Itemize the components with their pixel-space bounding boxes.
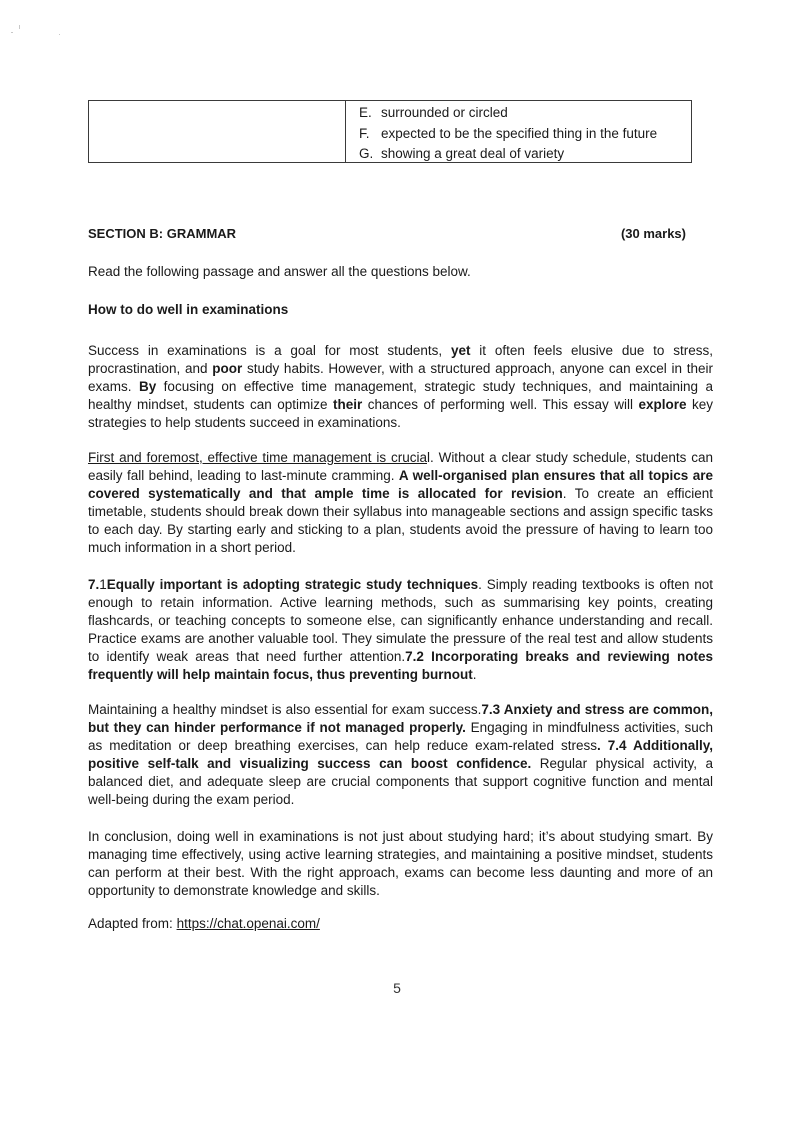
definition-text: expected to be the specified thing in the future: [381, 125, 658, 141]
text-run: chances of performing well. This essay will: [362, 397, 639, 412]
bold-word: their: [333, 397, 363, 412]
scan-mark: [19, 25, 20, 29]
definition-letter: G.: [359, 146, 374, 161]
text-run: l. Without a clear study schedule, students can easily fall behind, leading to last-minute cramming.: [88, 450, 713, 483]
text-run: In conclusion, doing well in examinations is not just about studying hard; it’s about studying smart. By managing time effectively, using active learning strategies, and maintaining a positive mindset, students can perform at their best. With the right approach, exams can become less daunting and more of an opportunity to demonstrate knowledge and skills.: [88, 829, 713, 898]
definition-item: [346, 144, 691, 165]
scan-mark: [11, 32, 13, 33]
text-run: . Simply reading textbooks is often not enough to retain information. Active learning methods, such as summarising key points, creating flashcards, or teaching concepts to someone else, can significantly enhance understanding and recall. Practice exams are another valuable tool. They simulate the pressure of the real test and allow students to identify weak areas that need further attention.: [88, 577, 713, 664]
definition-text: showing a great deal of variety: [381, 146, 565, 161]
question-number: 1: [99, 577, 107, 592]
bold-word: explore: [638, 397, 687, 412]
passage-paragraph-2: [88, 449, 713, 557]
bold-sentence: 7.2 Incorporating breaks and reviewing notes frequently will help maintain focus, thus preventing burnout: [88, 649, 713, 682]
bold-sentence: 7.3 Anxiety and stress are common, but they can hinder performance if not managed properly.: [88, 702, 713, 735]
bold-sentence: . 7.4 Additionally, positive self-talk and visualizing success can boost confidence.: [88, 738, 713, 771]
bold-sentence: Equally important is adopting strategic study techniques: [106, 577, 479, 592]
text-run: Engaging in mindfulness activities, such as meditation or deep breathing exercises, can help reduce exam-related stress: [88, 720, 713, 753]
definitions-table-left-cell: [89, 101, 346, 162]
passage-paragraph-4: [88, 701, 713, 809]
definition-text: surrounded or circled: [381, 105, 508, 120]
text-run: . To create an efficient timetable, students should break down their syllabus into manageable sections and assign specific tasks to each day. By starting early and sticking to a plan, students avoid the pressure of having to learn too much information in a short period.: [88, 486, 713, 555]
text-run: key strategies to help students succeed in examinations.: [88, 397, 713, 430]
question-number: 7.: [88, 577, 100, 592]
passage-title: How to do well in examinations: [88, 302, 289, 317]
scan-mark: [59, 34, 60, 35]
passage-paragraph-5: [88, 828, 713, 900]
passage-paragraph-1: [88, 342, 713, 432]
text-run: study habits. However, with a structured approach, anyone can excel in their exams.: [88, 361, 713, 394]
section-instruction: Read the following passage and answer all the questions below.: [88, 264, 471, 279]
bold-word: By: [138, 379, 157, 394]
text-run: .: [472, 667, 477, 682]
bold-word: poor: [212, 361, 243, 376]
definition-item: [346, 124, 691, 145]
source-label: Adapted from:: [88, 916, 177, 931]
section-header: [88, 226, 686, 241]
definitions-table-right-cell: [346, 101, 691, 162]
text-run: Regular physical activity, a balanced diet, and adequate sleep are crucial components that support cognitive function and mental well-being during the exam period.: [88, 756, 714, 807]
text-run: it often feels elusive due to stress, procrastination, and: [88, 343, 714, 376]
text-run: focusing on effective time management, strategic study techniques, and maintaining a healthy mindset, students can optimize: [88, 379, 713, 412]
underlined-sentence: First and foremost, effective time management is crucia: [88, 450, 427, 465]
bold-word: yet: [450, 343, 471, 358]
section-title: SECTION B: GRAMMAR: [88, 226, 237, 241]
text-run: Success in examinations is a goal for most students,: [88, 343, 451, 358]
passage-paragraph-3: [88, 576, 713, 684]
definitions-table: [88, 100, 692, 163]
text-run: Maintaining a healthy mindset is also essential for exam success.: [88, 702, 482, 717]
bold-sentence: A well-organised plan ensures that all topics are covered systematically and that ample time is allocated for revision: [88, 468, 713, 501]
section-marks: (30 marks): [620, 226, 686, 241]
source-link[interactable]: https://chat.openai.com/: [176, 916, 320, 931]
passage-source: [88, 916, 320, 931]
definition-letter: F.: [359, 125, 370, 141]
definition-letter: E.: [359, 105, 372, 120]
definition-item: [346, 103, 691, 124]
page-number: 5: [393, 980, 401, 996]
